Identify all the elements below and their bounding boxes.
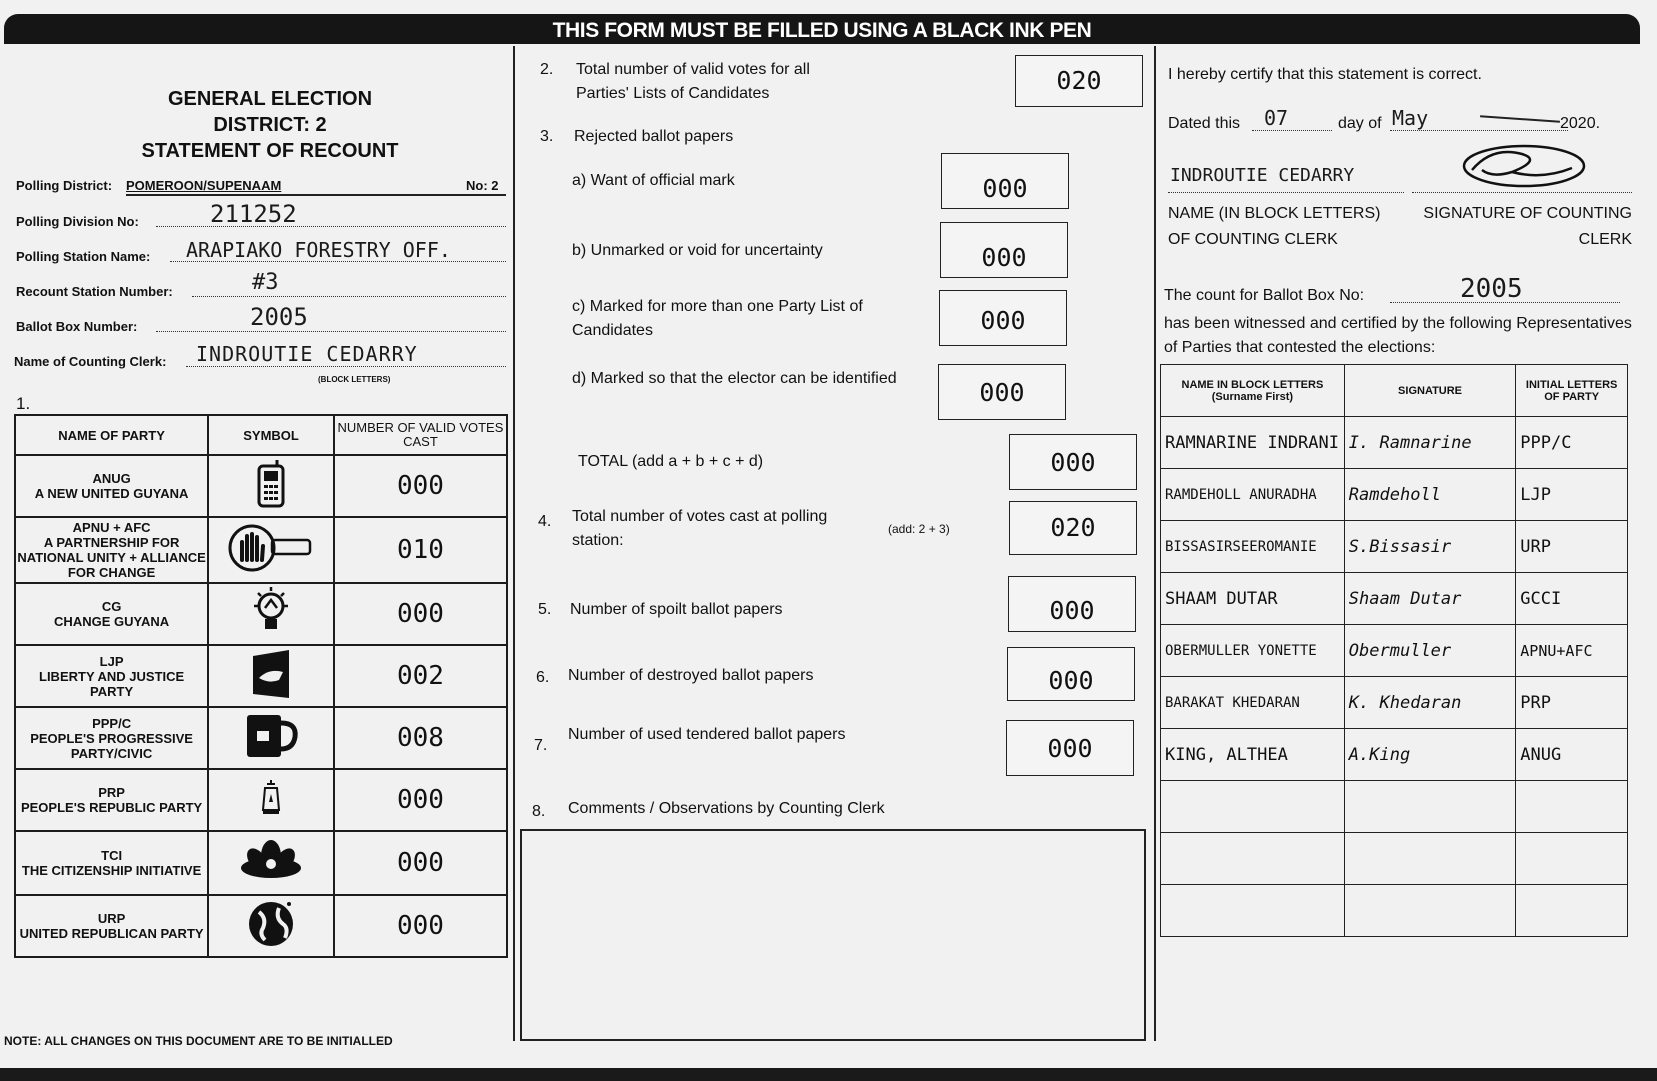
party-abbr: APNU + AFC bbox=[72, 520, 151, 535]
header-rep-party: INITIAL LETTERS OF PARTY bbox=[1516, 365, 1628, 417]
item-3c-value: 000 bbox=[939, 290, 1067, 346]
item-7-value: 000 bbox=[1006, 720, 1134, 776]
party-name: A PARTNERSHIP FOR NATIONAL UNITY + ALLIANCE FOR CHANGE bbox=[17, 535, 206, 580]
party-votes: 000 bbox=[334, 895, 507, 957]
rep-party: APNU+AFC bbox=[1516, 625, 1628, 677]
count-for-label: The count for Ballot Box No: bbox=[1164, 287, 1365, 304]
rep-name: BISSASIRSEEROMANIE bbox=[1161, 521, 1345, 573]
party-abbr: PRP bbox=[98, 785, 125, 800]
item-7-text: Number of used tendered ballot papers bbox=[568, 726, 846, 743]
rep-signature bbox=[1344, 833, 1515, 885]
party-votes-table bbox=[14, 414, 508, 958]
title-statement-of-recount: STATEMENT OF RECOUNT bbox=[141, 140, 399, 162]
polling-district-label: Polling District: bbox=[16, 178, 113, 193]
rep-row-empty bbox=[1161, 885, 1628, 937]
section-1-number: 1. bbox=[16, 394, 31, 413]
item-6-value: 000 bbox=[1007, 647, 1135, 701]
item-2-text: Total number of valid votes for all Parties' Lists of Candidates bbox=[576, 61, 810, 102]
dated-this-label: Dated this bbox=[1168, 115, 1241, 132]
rep-party bbox=[1516, 781, 1628, 833]
rep-row bbox=[1161, 521, 1628, 573]
party-row-tci bbox=[15, 831, 507, 895]
month-line bbox=[1390, 130, 1568, 131]
rep-signature bbox=[1344, 781, 1515, 833]
title-district: DISTRICT: 2 bbox=[213, 114, 327, 136]
recount-station-label: Recount Station Number: bbox=[16, 284, 173, 299]
handshake-icon bbox=[208, 645, 334, 707]
party-abbr: TCI bbox=[101, 848, 123, 863]
rep-name: RAMDEHOLL ANURADHA bbox=[1161, 469, 1345, 521]
item-3a-text: a) Want of official mark bbox=[572, 172, 735, 189]
rep-row bbox=[1161, 729, 1628, 781]
reps-header bbox=[1161, 365, 1628, 417]
party-row-ljp bbox=[15, 645, 507, 707]
rep-name: RAMNARINE INDRANI bbox=[1161, 417, 1345, 469]
rep-name: KING, ALTHEA bbox=[1161, 729, 1345, 781]
rep-party: PPP/C bbox=[1516, 417, 1628, 469]
clerk-signature-label: SIGNATURE OF COUNTING CLERK bbox=[1423, 205, 1632, 248]
rep-signature bbox=[1344, 885, 1515, 937]
top-banner bbox=[4, 14, 1640, 44]
year-text: 2020. bbox=[1560, 115, 1601, 132]
column-divider-right bbox=[1154, 46, 1156, 1041]
rep-row-empty bbox=[1161, 781, 1628, 833]
header-name-of-party: NAME OF PARTY bbox=[15, 415, 208, 455]
party-abbr: ANUG bbox=[92, 471, 131, 486]
clerk-block-name: INDROUTIE CEDARRY bbox=[1170, 165, 1355, 186]
party-row-prp bbox=[15, 769, 507, 831]
rep-party bbox=[1516, 833, 1628, 885]
rep-signature: K. Khedaran bbox=[1344, 677, 1515, 729]
rep-name: BARAKAT KHEDARAN bbox=[1161, 677, 1345, 729]
item-2-number: 2. bbox=[540, 61, 554, 78]
rep-signature: Obermuller bbox=[1344, 625, 1515, 677]
polling-division-label: Polling Division No: bbox=[16, 214, 139, 229]
certify-text: I hereby certify that this statement is correct. bbox=[1168, 66, 1482, 83]
header-valid-votes: NUMBER OF VALID VOTES CAST bbox=[334, 415, 507, 455]
rep-row bbox=[1161, 625, 1628, 677]
rep-signature: Ramdeholl bbox=[1344, 469, 1515, 521]
rep-party: URP bbox=[1516, 521, 1628, 573]
header-rep-signature: SIGNATURE bbox=[1344, 365, 1515, 417]
column-divider-left bbox=[513, 46, 515, 1041]
rep-row-empty bbox=[1161, 833, 1628, 885]
header-symbol: SYMBOL bbox=[208, 415, 334, 455]
rep-party: ANUG bbox=[1516, 729, 1628, 781]
rep-row bbox=[1161, 469, 1628, 521]
party-name: A NEW UNITED GUYANA bbox=[34, 486, 189, 501]
counting-clerk-label: Name of Counting Clerk: bbox=[14, 354, 167, 369]
hand-key-icon bbox=[208, 517, 334, 583]
ballot-box-line bbox=[156, 331, 506, 332]
party-row-anug bbox=[15, 455, 507, 517]
item-3a-value: 000 bbox=[941, 153, 1069, 209]
item-3-number: 3. bbox=[540, 128, 554, 145]
cup-icon bbox=[208, 707, 334, 769]
item-5-value: 000 bbox=[1008, 576, 1136, 632]
recount-station-line bbox=[192, 296, 506, 297]
clerk-name-label: NAME (IN BLOCK LETTERS) OF COUNTING CLERK bbox=[1168, 205, 1381, 248]
rep-signature: I. Ramnarine bbox=[1344, 417, 1515, 469]
clerk-name-line bbox=[1168, 192, 1404, 193]
initialled-note: NOTE: ALL CHANGES ON THIS DOCUMENT ARE TO BE INITIALLED bbox=[4, 1034, 393, 1048]
polling-district-value: POMEROON/SUPENAAM bbox=[126, 178, 282, 193]
party-votes: 010 bbox=[334, 517, 507, 583]
item-3d-value: 000 bbox=[938, 364, 1066, 420]
rep-row bbox=[1161, 417, 1628, 469]
rep-party bbox=[1516, 885, 1628, 937]
party-name: UNITED REPUBLICAN PARTY bbox=[19, 926, 204, 941]
rep-signature: S.Bissasir bbox=[1344, 521, 1515, 573]
rep-name bbox=[1161, 781, 1345, 833]
polling-division-value: 211252 bbox=[210, 200, 297, 228]
party-table-header bbox=[15, 415, 507, 455]
party-row-apnu-afc bbox=[15, 517, 507, 583]
party-abbr: LJP bbox=[99, 653, 124, 669]
party-name: THE CITIZENSHIP INITIATIVE bbox=[21, 863, 202, 878]
district-number: No: 2 bbox=[466, 178, 499, 193]
party-votes: 002 bbox=[334, 645, 507, 707]
item-2-value: 020 bbox=[1015, 55, 1143, 107]
item-4-note: (add: 2 + 3) bbox=[888, 522, 950, 536]
witnessed-text: has been witnessed and certified by the following Representatives of Parties that contested the elections: bbox=[1164, 315, 1632, 356]
item-4-value: 020 bbox=[1009, 501, 1137, 555]
strike-line bbox=[1480, 115, 1560, 123]
rep-signature: A.King bbox=[1344, 729, 1515, 781]
item-5-text: Number of spoilt ballot papers bbox=[570, 601, 783, 618]
counting-clerk-line bbox=[186, 366, 506, 367]
item-6-number: 6. bbox=[536, 669, 550, 686]
polling-station-label: Polling Station Name: bbox=[16, 249, 151, 264]
item-7-number: 7. bbox=[534, 737, 548, 754]
party-row-cg bbox=[15, 583, 507, 645]
rep-row bbox=[1161, 677, 1628, 729]
form-title bbox=[140, 86, 400, 164]
item-6-text: Number of destroyed ballot papers bbox=[568, 667, 814, 684]
banner-text: THIS FORM MUST BE FILLED USING A BLACK INK PEN bbox=[552, 19, 1092, 42]
party-votes: 000 bbox=[334, 831, 507, 895]
day-value: 07 bbox=[1264, 106, 1289, 130]
polling-division-line bbox=[156, 226, 506, 227]
party-name: PEOPLE'S PROGRESSIVE PARTY/CIVIC bbox=[30, 730, 193, 761]
rep-party: LJP bbox=[1516, 469, 1628, 521]
polling-station-value: ARAPIAKO FORESTRY OFF. bbox=[186, 238, 451, 262]
party-votes: 000 bbox=[334, 583, 507, 645]
counting-clerk-value: INDROUTIE CEDARRY bbox=[196, 342, 418, 366]
flower-icon bbox=[208, 831, 334, 895]
item-8-text: Comments / Observations by Counting Clerk bbox=[568, 800, 885, 817]
rep-name bbox=[1161, 885, 1345, 937]
bottom-edge-bar bbox=[0, 1068, 1657, 1081]
polling-district-line bbox=[126, 194, 506, 196]
rep-name bbox=[1161, 833, 1345, 885]
rep-name: SHAAM DUTAR bbox=[1161, 573, 1345, 625]
rep-party: GCCI bbox=[1516, 573, 1628, 625]
item-3d-text: d) Marked so that the elector can be identified bbox=[572, 370, 897, 387]
ballot-box-label: Ballot Box Number: bbox=[16, 319, 138, 334]
total-text: TOTAL (add a + b + c + d) bbox=[578, 453, 764, 470]
rep-party: PRP bbox=[1516, 677, 1628, 729]
party-abbr: CG bbox=[101, 599, 122, 614]
ballot-box-value: 2005 bbox=[250, 303, 308, 331]
total-value: 000 bbox=[1009, 434, 1137, 490]
day-of-label: day of bbox=[1338, 115, 1382, 132]
count-box-value: 2005 bbox=[1460, 274, 1523, 304]
rep-signature: Shaam Dutar bbox=[1344, 573, 1515, 625]
party-name: CHANGE GUYANA bbox=[54, 614, 170, 629]
party-abbr: URP bbox=[97, 911, 126, 926]
item-8-number: 8. bbox=[532, 803, 546, 820]
item-3b-value: 000 bbox=[940, 222, 1068, 278]
representatives-table bbox=[1160, 364, 1628, 937]
item-3b-text: b) Unmarked or void for uncertainty bbox=[572, 242, 823, 259]
party-row-urp bbox=[15, 895, 507, 957]
item-4-text: Total number of votes cast at polling station: bbox=[572, 508, 828, 549]
party-name: LIBERTY AND JUSTICE PARTY bbox=[39, 668, 185, 699]
party-votes: 008 bbox=[334, 707, 507, 769]
lightbulb-icon bbox=[208, 583, 334, 645]
party-abbr: PPP/C bbox=[92, 715, 132, 731]
item-3-text: Rejected ballot papers bbox=[574, 128, 734, 145]
item-4-number: 4. bbox=[538, 513, 552, 530]
day-line bbox=[1252, 130, 1332, 131]
party-row-pppc bbox=[15, 707, 507, 769]
party-name: PEOPLE'S REPUBLIC PARTY bbox=[20, 800, 203, 815]
cellphone-icon bbox=[208, 455, 334, 517]
lantern-icon bbox=[208, 769, 334, 831]
party-votes: 000 bbox=[334, 769, 507, 831]
clerk-signature-scribble bbox=[1452, 140, 1592, 201]
globe-icon bbox=[208, 895, 334, 957]
header-rep-name: NAME IN BLOCK LETTERS (Surname First) bbox=[1161, 365, 1345, 417]
month-value: May bbox=[1392, 106, 1429, 130]
comments-box[interactable] bbox=[520, 829, 1146, 1041]
item-5-number: 5. bbox=[538, 601, 552, 618]
block-letters-note: (BLOCK LETTERS) bbox=[318, 375, 391, 384]
rep-name: OBERMULLER YONETTE bbox=[1161, 625, 1345, 677]
recount-station-value: #3 bbox=[252, 270, 279, 295]
item-3c-text: c) Marked for more than one Party List of Candidates bbox=[572, 298, 863, 339]
rep-row bbox=[1161, 573, 1628, 625]
party-votes: 000 bbox=[334, 455, 507, 517]
title-general-election: GENERAL ELECTION bbox=[167, 88, 373, 110]
